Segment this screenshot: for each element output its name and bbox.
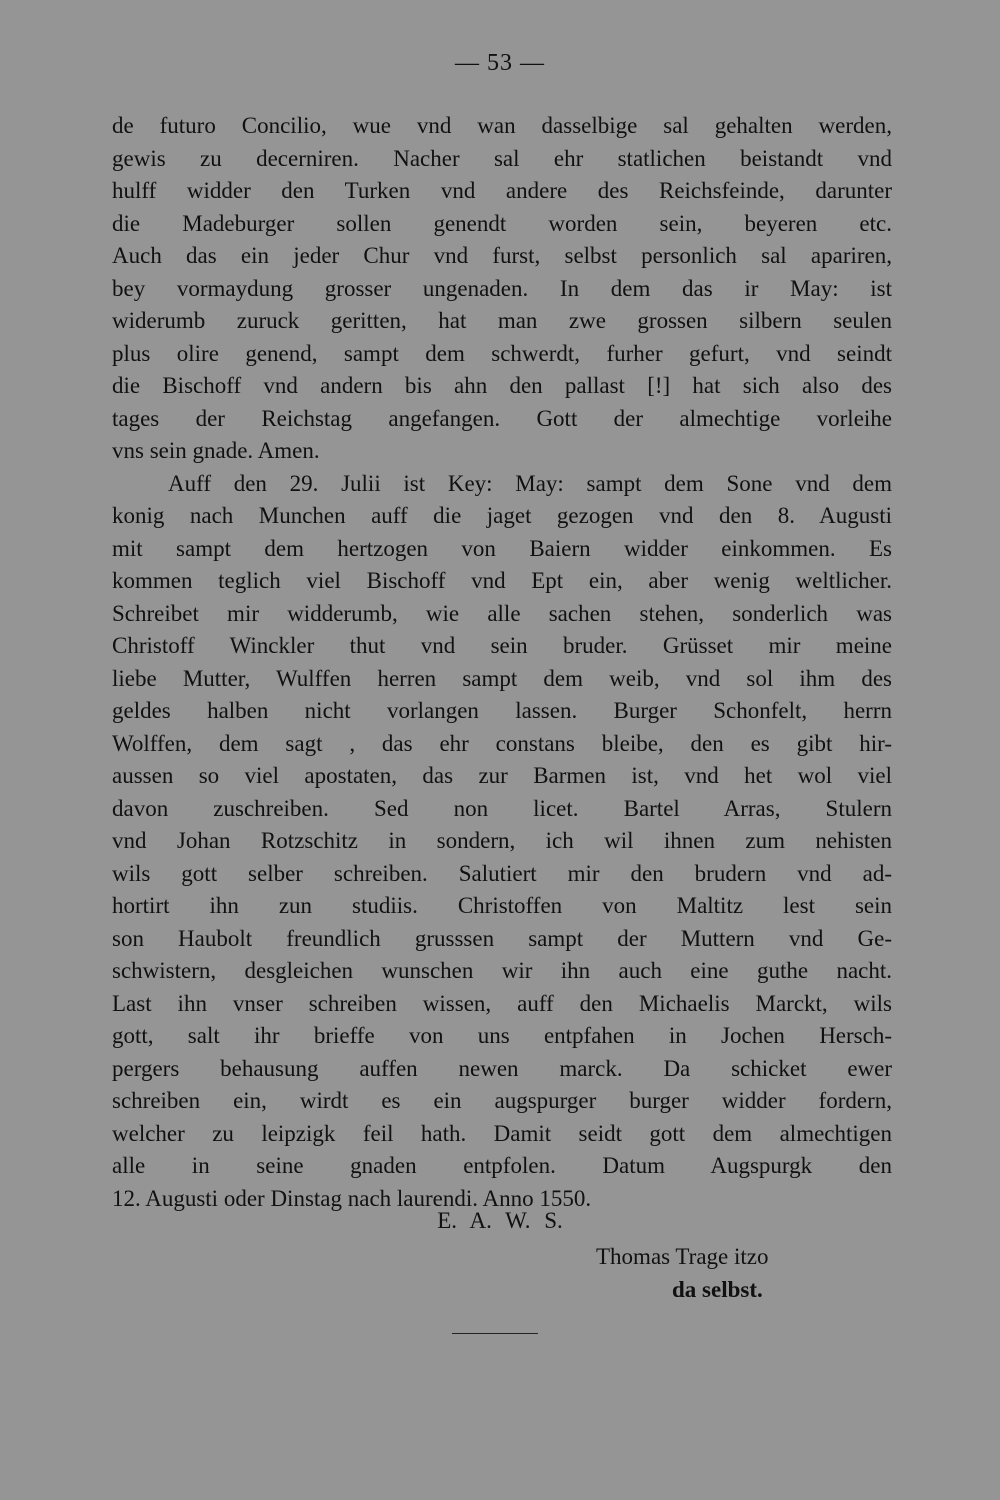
text-line: vns sein gnade. Amen. [112,438,320,463]
text-line: gewis zu decerniren. Nacher sal ehr statlichen beistandt vnd [112,145,892,171]
text-line: 12. Augusti oder Dinstag nach laurendi. Anno 1550. [112,1185,592,1211]
text-line: kommen teglich viel Bischoff vnd Ept ein, aber wenig weltlicher. [112,568,892,593]
text-line: de futuro Concilio, wue vnd wan dasselbige sal gehalten werden, [112,113,892,138]
text-line: aussen so viel apostaten, das zur Barmen ist, vnd het wol viel [112,763,892,788]
letter-body [112,110,892,1215]
signature-name: Thomas Trage itzo [596,1244,769,1269]
page-number: — 53 — [455,50,545,76]
text-line: konig nach Munchen auff die jaget gezogen vnd den 8. Augusti [112,503,892,528]
text-line: gott, salt ihr brieffe von uns entpfahen in Jochen Hersch- [112,1023,892,1048]
text-line: tages der Reichstag angefangen. Gott der almechtige vorleihe [112,405,892,431]
text-line: pergers behausung auffen newen marck. Da schicket ewer [112,1055,892,1081]
text-line: davon zuschreiben. Sed non licet. Bartel Arras, Stulern [112,795,892,821]
text-line: schwistern, desgleichen wunschen wir ihn auch eine guthe nacht. [112,958,892,983]
signature-place: da selbst. [672,1277,763,1302]
text-line: welcher zu leipzigk feil hath. Damit seidt gott dem almechtigen [112,1120,892,1146]
text-line: Auch das ein jeder Chur vnd furst, selbst personlich sal apariren, [112,243,892,268]
text-line: schreiben ein, wirdt es ein augspurger burger widder fordern, [112,1088,892,1113]
end-rule [452,1333,538,1334]
text-line: hortirt ihn zun studiis. Christoffen von Maltitz lest sein [112,893,892,918]
text-line: Schreibet mir widderumb, wie alle sachen stehen, sonderlich was [112,600,892,626]
text-line: plus olire genend, sampt dem schwerdt, furher gefurt, vnd seindt [112,340,892,366]
text-line: vnd Johan Rotzschitz in sondern, ich wil ihnen zum nehisten [112,828,892,853]
text-line: mit sampt dem hertzogen von Baiern widder einkommen. Es [112,535,892,561]
text-line: hulff widder den Turken vnd andere des Reichsfeinde, darunter [112,178,892,203]
text-line: die Madeburger sollen genendt worden sein, beyeren etc. [112,210,892,236]
text-line: Last ihn vnser schreiben wissen, auff den Michaelis Marckt, wils [112,990,892,1016]
text-line: liebe Mutter, Wulffen herren sampt dem weib, vnd sol ihm des [112,665,892,691]
text-line: son Haubolt freundlich grusssen sampt der Muttern vnd Ge- [112,925,892,951]
closing-initials: E. A. W. S. [437,1208,563,1233]
text-line: die Bischoff vnd andern bis ahn den pallast [!] hat sich also des [112,373,892,398]
text-line: bey vormaydung grosser ungenaden. In dem das ir May: ist [112,275,892,301]
text-line: wils gott selber schreiben. Salutiert mir den brudern vnd ad- [112,860,892,886]
text-line: Christoff Winckler thut vnd sein bruder. Grüsset mir meine [112,633,892,658]
text-line: Wolffen, dem sagt , das ehr constans bleibe, den es gibt hir- [112,730,892,756]
text-line: alle in seine gnaden entpfolen. Datum Augspurgk den [112,1153,892,1178]
text-line: geldes halben nicht vorlangen lassen. Burger Schonfelt, herrn [112,698,892,723]
text-line: widerumb zuruck geritten, hat man zwe grossen silbern seulen [112,308,892,333]
text-line: Auff den 29. Julii ist Key: May: sampt dem Sone vnd dem [168,470,892,496]
